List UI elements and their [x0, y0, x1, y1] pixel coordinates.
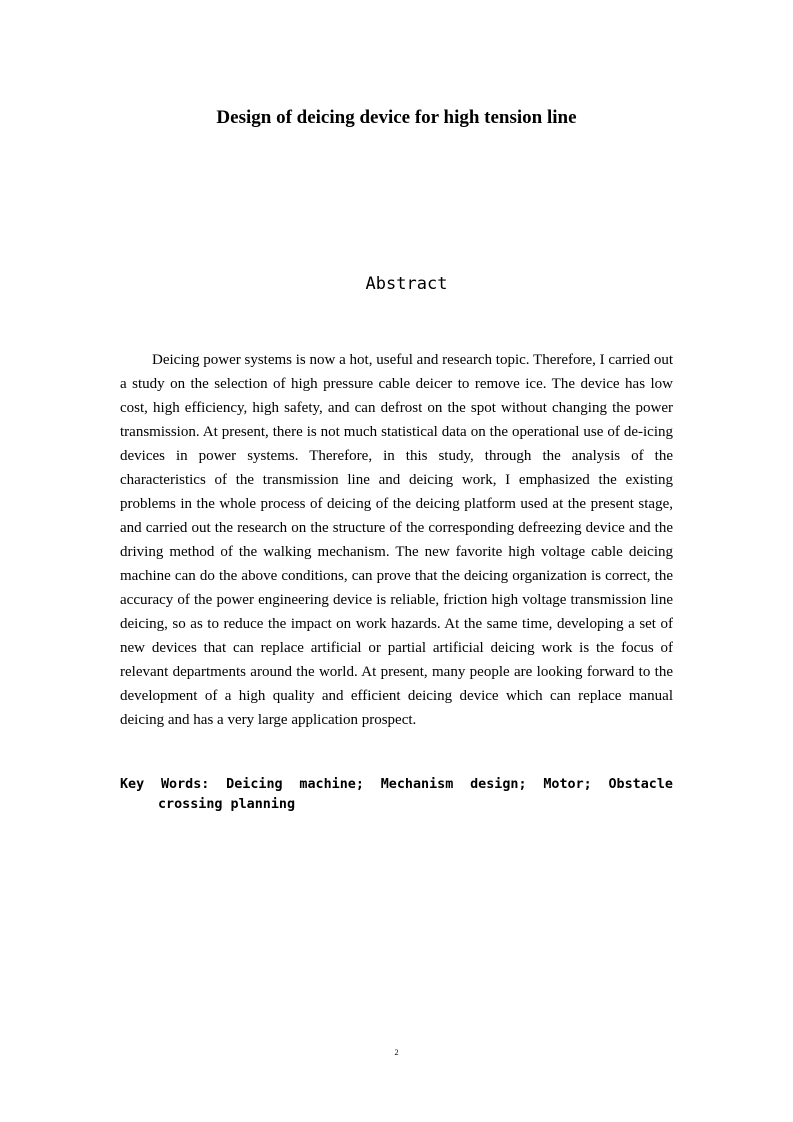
document-title: Design of deicing device for high tension line: [216, 107, 577, 128]
abstract-body: Deicing power systems is now a hot, useful and research topic. Therefore, I carried out a study on the selection of high pressure cable deicer to remove ice. The device has low cost, high efficiency, high safety, and can defrost on the spot without changing the power transmission. At present, there is not much statistical data on the operational use of de-icing devices in power systems. Therefore, in this study, through the analysis of the characteristics of the transmission line and deicing work, I emphasized the existing problems in the whole process of deicing of the deicing platform used at the present stage, and carried out the research on the structure of the corresponding defreezing device and the driving method of the walking mechanism. The new favorite high voltage cable deicing machine can do the above conditions, can prove that the deicing organization is correct, the accuracy of the power engineering device is reliable, friction high voltage transmission line deicing, so as to reduce the impact on work hazards. At the same time, developing a set of new devices that can replace artificial or partial artificial deicing work is the focus of relevant departments around the world. At present, many people are looking forward to the development of a high quality and efficient deicing device which can replace manual deicing and has a very large application prospect.: [120, 352, 673, 728]
abstract-heading: Abstract: [365, 274, 448, 294]
page-number: 2: [394, 1048, 399, 1057]
keywords: Key Words: Deicing machine; Mechanism design; Motor; Obstacle crossing planning: [120, 777, 673, 812]
